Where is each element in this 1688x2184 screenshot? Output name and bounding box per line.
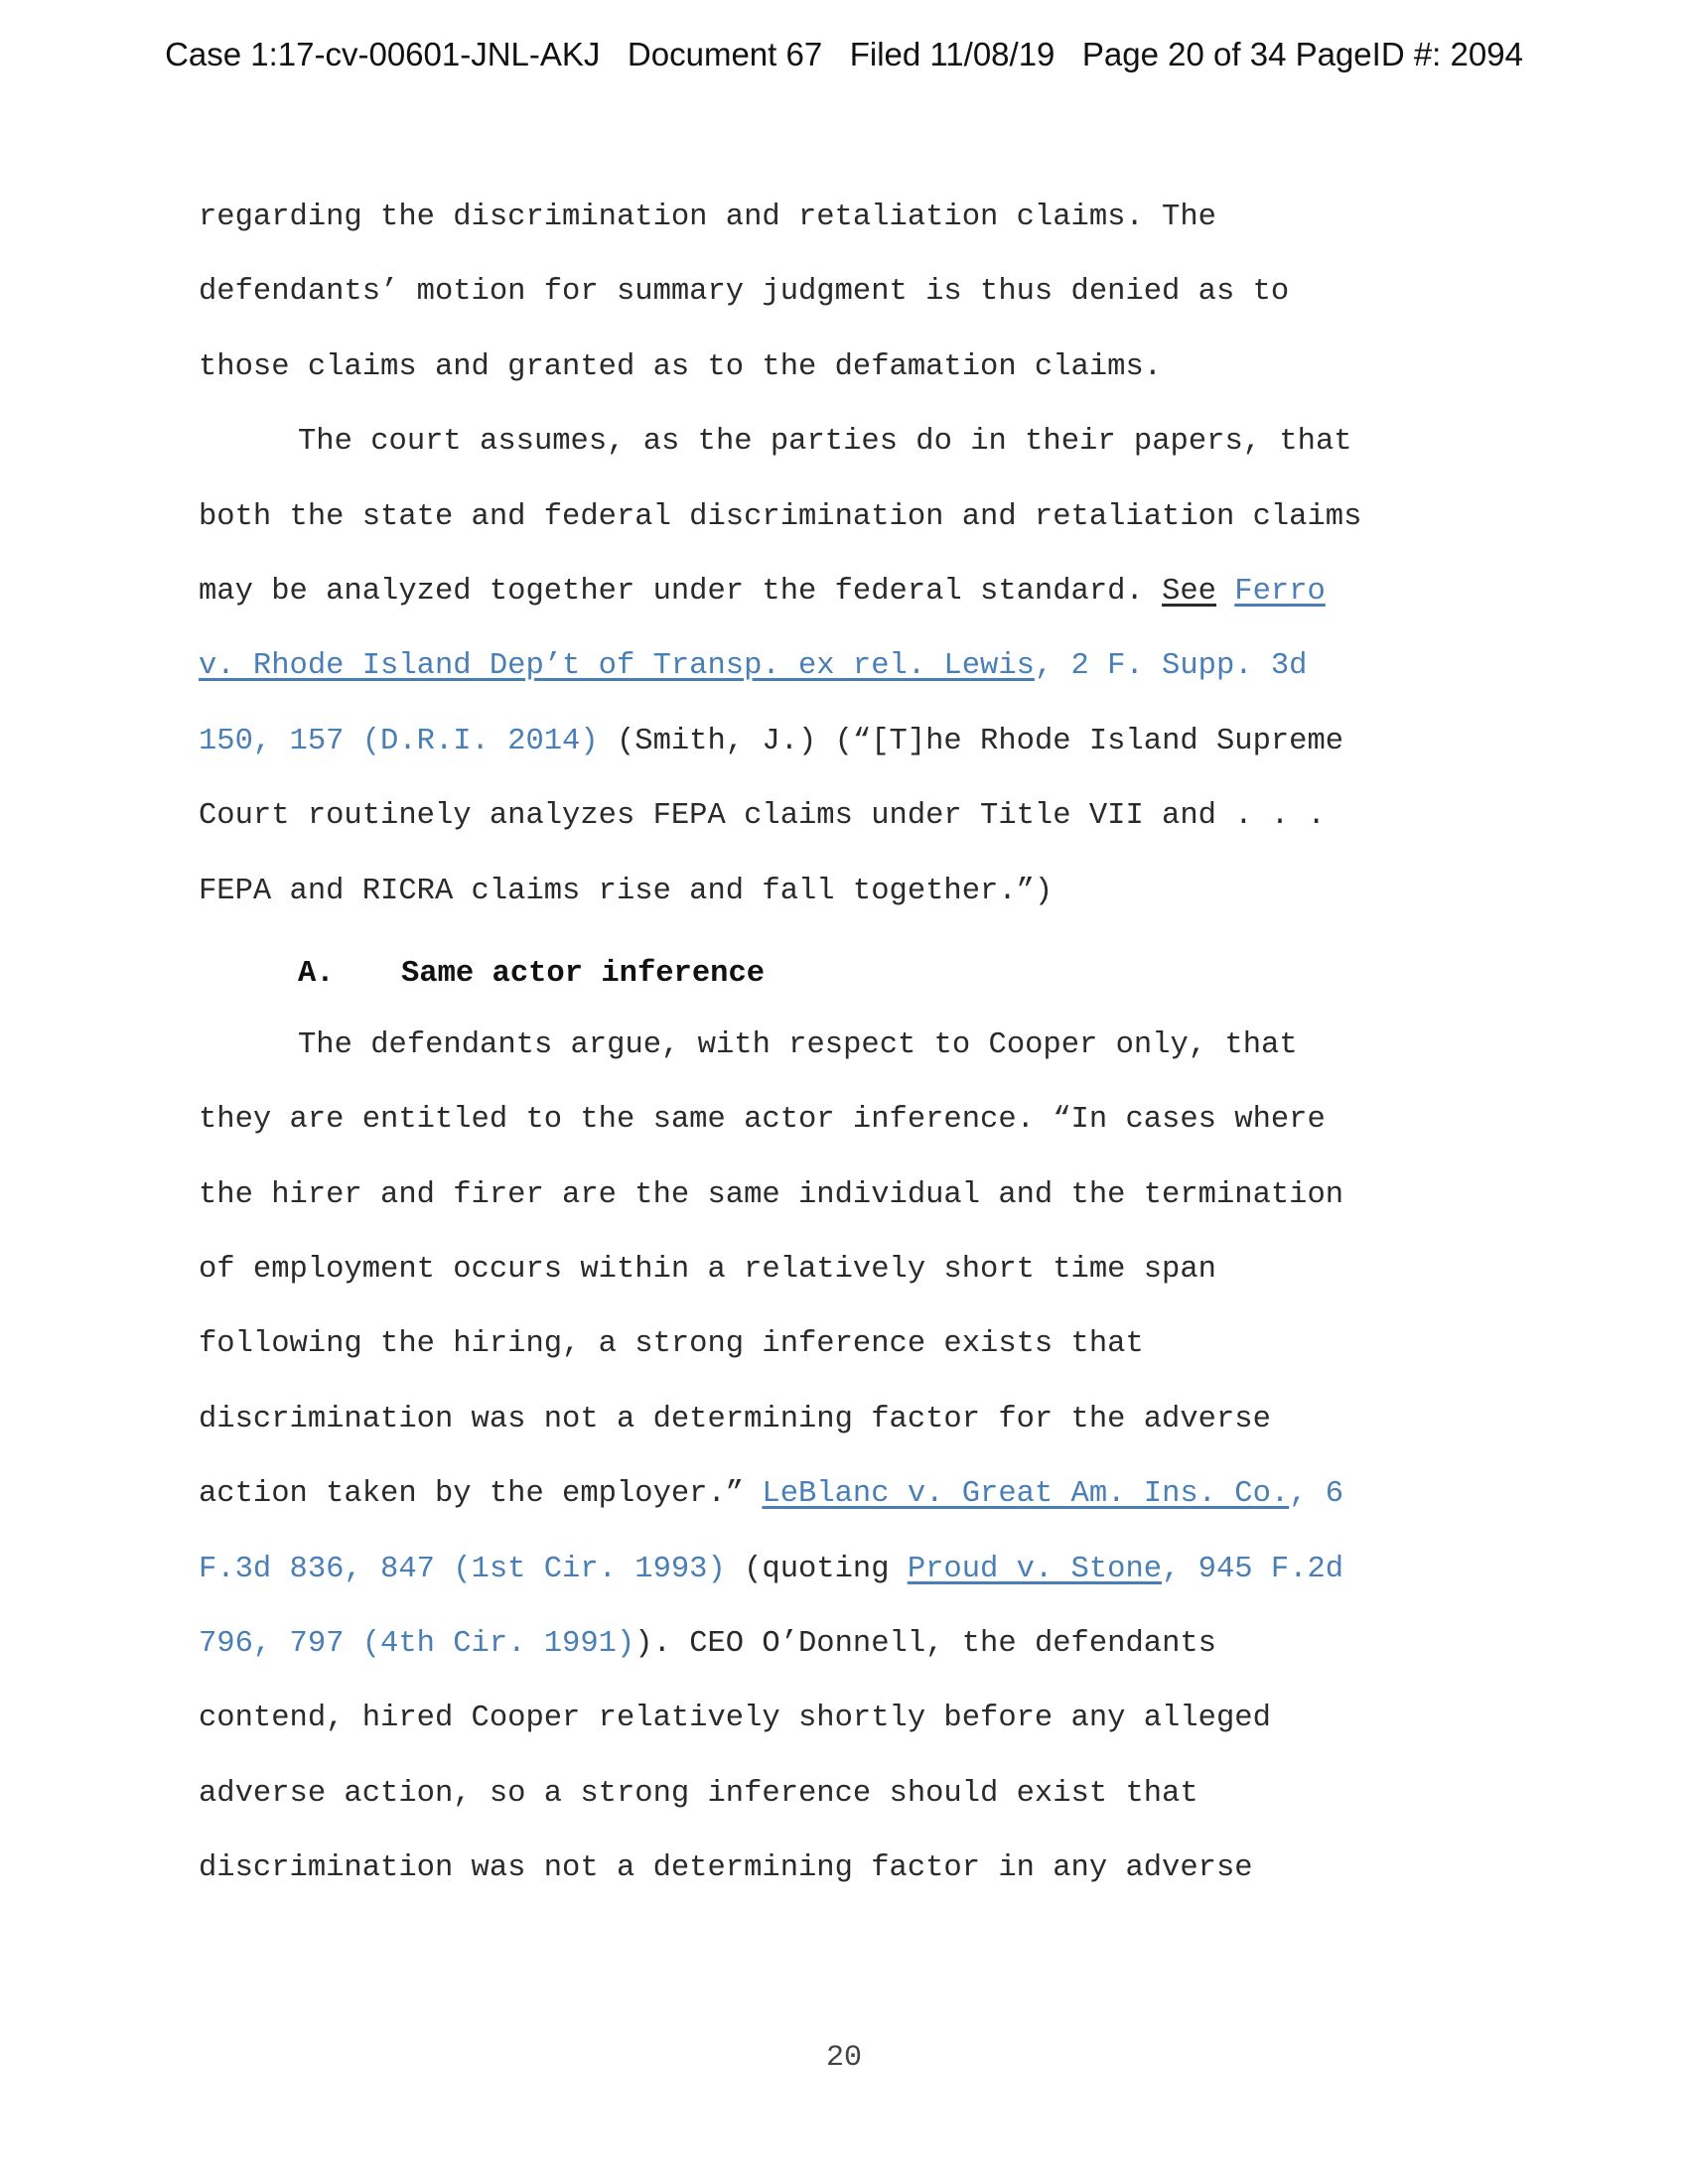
text-span: ). CEO O’Donnell, the defendants <box>634 1627 1216 1662</box>
case-link-leblanc[interactable]: LeBlanc v. Great Am. Ins. Co. <box>762 1477 1290 1512</box>
case-link-proud[interactable]: Proud v. Stone <box>907 1552 1163 1586</box>
case-link-ferro[interactable]: Ferro <box>1234 574 1326 609</box>
text-line: The court assumes, as the parties do in their papers, that <box>298 425 1352 460</box>
text-line: following the hiring, a strong inference exists that <box>199 1327 1144 1362</box>
text-line: adverse action, so a strong inference should exist that <box>199 1776 1198 1811</box>
citation-text: 796, 797 (4th Cir. 1991) <box>199 1627 635 1662</box>
text-line: those claims and granted as to the defamation claims. <box>199 349 1163 384</box>
text-line <box>199 1461 1489 1536</box>
section-heading <box>199 941 1489 1013</box>
citation-text: , 2 F. Supp. 3d <box>1034 649 1308 684</box>
paragraph <box>199 409 1489 933</box>
text-line: they are entitled to the same actor inference. “In cases where <box>199 1103 1326 1138</box>
case-header: Case 1:17-cv-00601-JNL-AKJ Document 67 Filed 11/08/19 Page 20 of 34 PageID #: 2094 <box>165 36 1523 72</box>
section-number: A. <box>298 956 335 991</box>
text-span: (Smith, J.) (“[T]he Rhode Island Supreme <box>598 724 1344 758</box>
case-link-ferro-cont[interactable]: v. Rhode Island Dep’t of Transp. ex rel. Lewis <box>199 649 1035 684</box>
text-span: may be analyzed together under the federal standard. <box>199 574 1163 609</box>
citation-text: , 945 F.2d <box>1162 1552 1344 1586</box>
text-line: FEPA and RICRA claims rise and fall together.”) <box>199 874 1054 908</box>
text-span <box>1216 575 1234 609</box>
text-line: the hirer and firer are the same individual and the termination <box>199 1177 1344 1212</box>
text-line <box>199 709 1489 783</box>
signal-see: See <box>1162 574 1216 609</box>
citation-text: , 6 <box>1289 1477 1344 1512</box>
citation-text: 150, 157 (D.R.I. 2014) <box>199 724 599 758</box>
text-line <box>199 1537 1489 1611</box>
page-number: 20 <box>825 2041 862 2075</box>
document-body <box>199 185 1489 1911</box>
text-span: action taken by the employer.” <box>199 1477 763 1512</box>
text-span: (quoting <box>725 1552 908 1586</box>
text-line: regarding the discrimination and retaliation claims. The <box>199 201 1216 234</box>
paragraph <box>199 1013 1489 1911</box>
text-line: Court routinely analyzes FEPA claims under Title VII and . . . <box>199 799 1326 834</box>
text-line <box>199 559 1489 633</box>
text-line: defendants’ motion for summary judgment is thus denied as to <box>199 275 1290 310</box>
text-line <box>199 633 1489 708</box>
text-line: contend, hired Cooper relatively shortly before any alleged <box>199 1702 1271 1736</box>
text-line: both the state and federal discrimination and retaliation claims <box>199 499 1362 534</box>
paragraph <box>199 185 1489 409</box>
text-line: The defendants argue, with respect to Cooper only, that <box>298 1027 1298 1062</box>
text-line: discrimination was not a determining factor for the adverse <box>199 1402 1271 1436</box>
section-title: Same actor inference <box>401 956 766 991</box>
text-line: of employment occurs within a relatively short time span <box>199 1253 1216 1288</box>
text-line <box>199 1611 1489 1686</box>
citation-text: F.3d 836, 847 (1st Cir. 1993) <box>199 1552 726 1586</box>
text-line: discrimination was not a determining factor in any adverse <box>199 1851 1253 1886</box>
